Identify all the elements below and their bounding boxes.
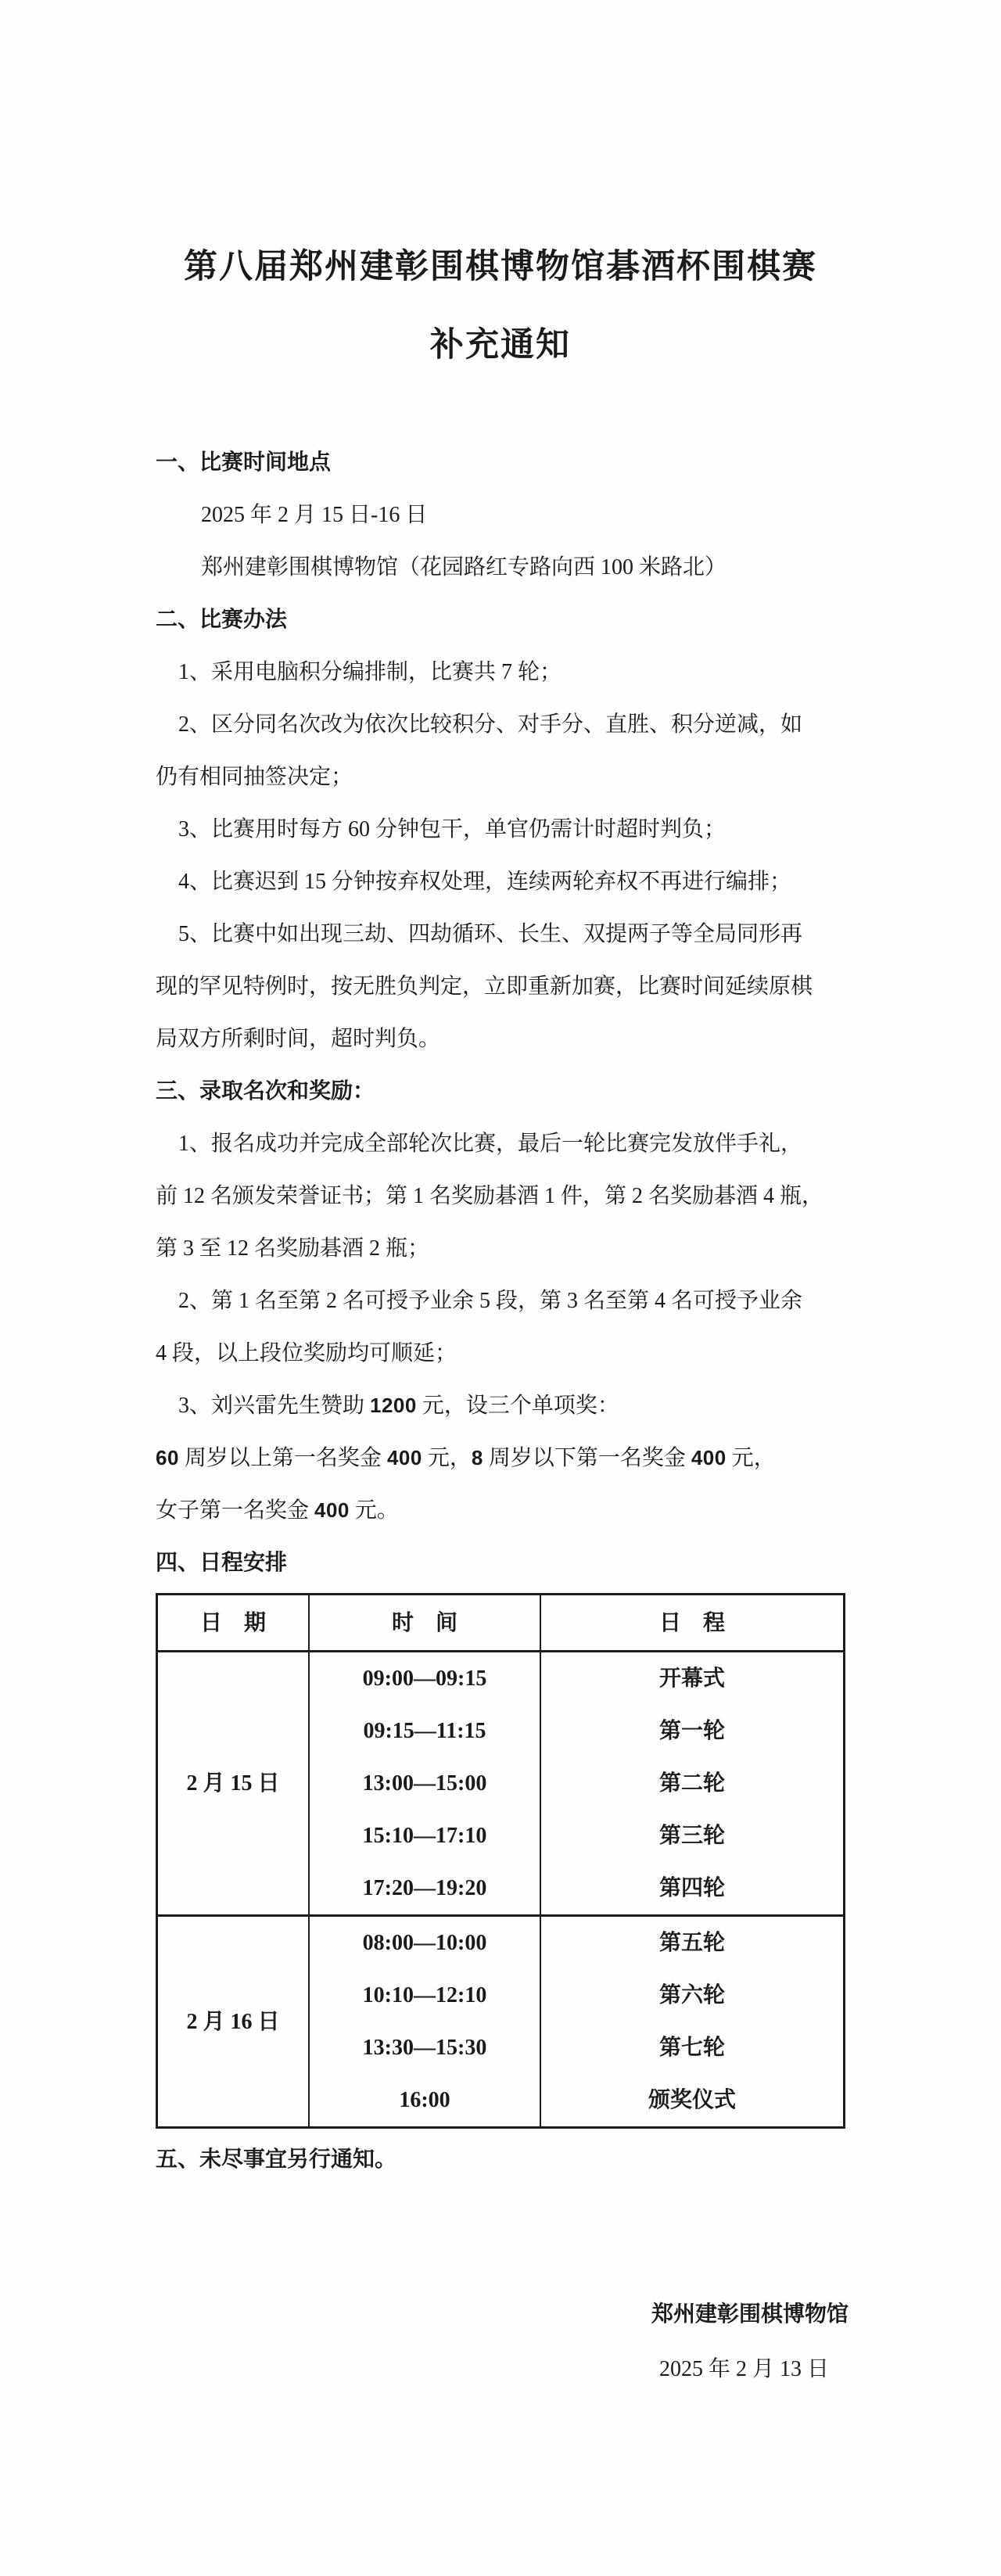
schedule-date-day1: 2 月 15 日 [186, 1771, 280, 1796]
schedule-event-cell: 开幕式 [658, 1667, 725, 1691]
section-3-item-3-line [156, 1379, 849, 1432]
schedule-header-date: 日 期 [157, 1595, 310, 1652]
amount-number: 8 [471, 1446, 483, 1469]
amount-number: 400 [691, 1446, 727, 1469]
section-1-heading: 一、比赛时间地点 [156, 450, 332, 475]
schedule-event-cell: 第三轮 [658, 1824, 725, 1848]
schedule-event-cell: 颁奖仪式 [648, 2088, 736, 2112]
schedule-date-day2: 2 月 16 日 [157, 1916, 310, 2128]
section-2-item-2-line-1: 2、区分同名次改为依次比较积分、对手分、直胜、积分逆减，如 [178, 712, 803, 737]
schedule-event-cell: 第一轮 [658, 1719, 725, 1743]
section-4-heading: 四、日程安排 [156, 1551, 288, 1575]
text-segment: 元。 [349, 1498, 399, 1523]
document-body [156, 436, 849, 2186]
signature-organization: 郑州建彰围棋博物馆 [651, 2302, 849, 2327]
section-3-heading: 三、录取名次和奖励： [156, 1079, 375, 1103]
signature-block [156, 2287, 849, 2397]
section-3-item-2-line-1: 2、第 1 名至第 2 名可授予业余 5 段，第 3 名至第 4 名可授予业余 [178, 1289, 803, 1313]
section-2-item-1: 1、采用电脑积分编排制，比赛共 7 轮； [178, 660, 562, 684]
schedule-header-time: 时 间 [309, 1595, 540, 1652]
amount-number: 1200 [370, 1394, 417, 1417]
amount-number: 400 [386, 1446, 422, 1469]
section-2-item-5-line-3: 局双方所剩时间，超时判负。 [156, 1027, 441, 1051]
section-2-item-5-line-1: 5、比赛中如出现三劫、四劫循环、长生、双提两子等全局同形再 [178, 922, 803, 946]
text-segment: 元，设三个单项奖： [416, 1394, 619, 1418]
schedule-row [157, 1652, 845, 1706]
schedule-time-cell: 13:30—15:30 [309, 2022, 540, 2074]
section-3-item-2-line-2: 4 段，以上段位奖励均可顺延； [156, 1341, 457, 1365]
amount-number: 400 [314, 1498, 350, 1522]
section-1-venue-line: 郑州建彰围棋博物馆（花园路红专路向西 100 米路北） [201, 555, 727, 579]
schedule-time-cell: 09:00—09:15 [309, 1652, 540, 1706]
section-3-item-1-line-3: 第 3 至 12 名奖励碁酒 2 瓶； [156, 1236, 430, 1261]
schedule-event-cell: 第七轮 [658, 2036, 725, 2060]
text-segment: 元， [726, 1446, 776, 1470]
schedule-time-cell: 09:15—11:15 [309, 1705, 540, 1757]
document-title-line-2: 补充通知 [430, 327, 571, 364]
section-2-heading: 二、比赛办法 [156, 608, 288, 632]
section-1-date-line: 2025 年 2 月 15 日-16 日 [201, 503, 428, 527]
schedule-table [156, 1593, 845, 2129]
schedule-event-cell: 第二轮 [658, 1771, 725, 1796]
section-3-item-1-line-2: 前 12 名颁发荣誉证书；第 1 名奖励碁酒 1 件，第 2 名奖励碁酒 4 瓶， [156, 1184, 824, 1208]
section-3-prize-line-2 [156, 1484, 849, 1537]
text-segment: 元， [422, 1446, 472, 1470]
schedule-row [157, 1916, 845, 1970]
text-segment: 周岁以下第一名奖金 [483, 1446, 691, 1470]
schedule-time-cell: 10:10—12:10 [309, 1969, 540, 2022]
signature-date: 2025 年 2 月 13 日 [658, 2357, 829, 2381]
schedule-header-row [157, 1595, 845, 1652]
text-segment: 周岁以上第一名奖金 [178, 1446, 387, 1470]
section-2-item-4: 4、比赛迟到 15 分钟按弃权处理，连续两轮弃权不再进行编排； [178, 870, 792, 894]
section-2-item-3: 3、比赛用时每方 60 分钟包干，单官仍需计时超时判负； [178, 817, 727, 841]
section-3-prize-line-1 [156, 1432, 849, 1484]
section-2-item-5-line-2: 现的罕见特例时，按无胜负判定，立即重新加赛，比赛时间延续原棋 [156, 974, 813, 999]
section-5-heading: 五、未尽事宜另行通知。 [156, 2147, 397, 2172]
section-2-item-2-line-2: 仍有相同抽签决定； [156, 765, 353, 789]
amount-number: 60 [156, 1446, 179, 1469]
schedule-event-cell: 第六轮 [658, 1983, 725, 2007]
schedule-time-cell: 16:00 [309, 2074, 540, 2128]
text-segment: 女子第一名奖金 [156, 1498, 315, 1523]
schedule-event-cell: 第五轮 [540, 1916, 845, 1970]
schedule-time-cell: 15:10—17:10 [309, 1810, 540, 1862]
document-title-line-1: 第八届郑州建彰围棋博物馆碁酒杯围棋赛 [184, 249, 817, 285]
schedule-time-cell: 13:00—15:00 [309, 1757, 540, 1810]
schedule-event-cell: 第四轮 [658, 1876, 725, 1900]
schedule-table-header [157, 1595, 845, 1652]
document-title [0, 0, 1001, 385]
text-segment: 3、刘兴雷先生赞助 [178, 1394, 371, 1418]
schedule-header-event: 日 程 [540, 1595, 845, 1652]
schedule-time-cell: 08:00—10:00 [309, 1916, 540, 1970]
section-3-item-1-line-1: 1、报名成功并完成全部轮次比赛，最后一轮比赛完发放伴手礼， [178, 1132, 803, 1156]
schedule-time-cell: 17:20—19:20 [309, 1862, 540, 1916]
